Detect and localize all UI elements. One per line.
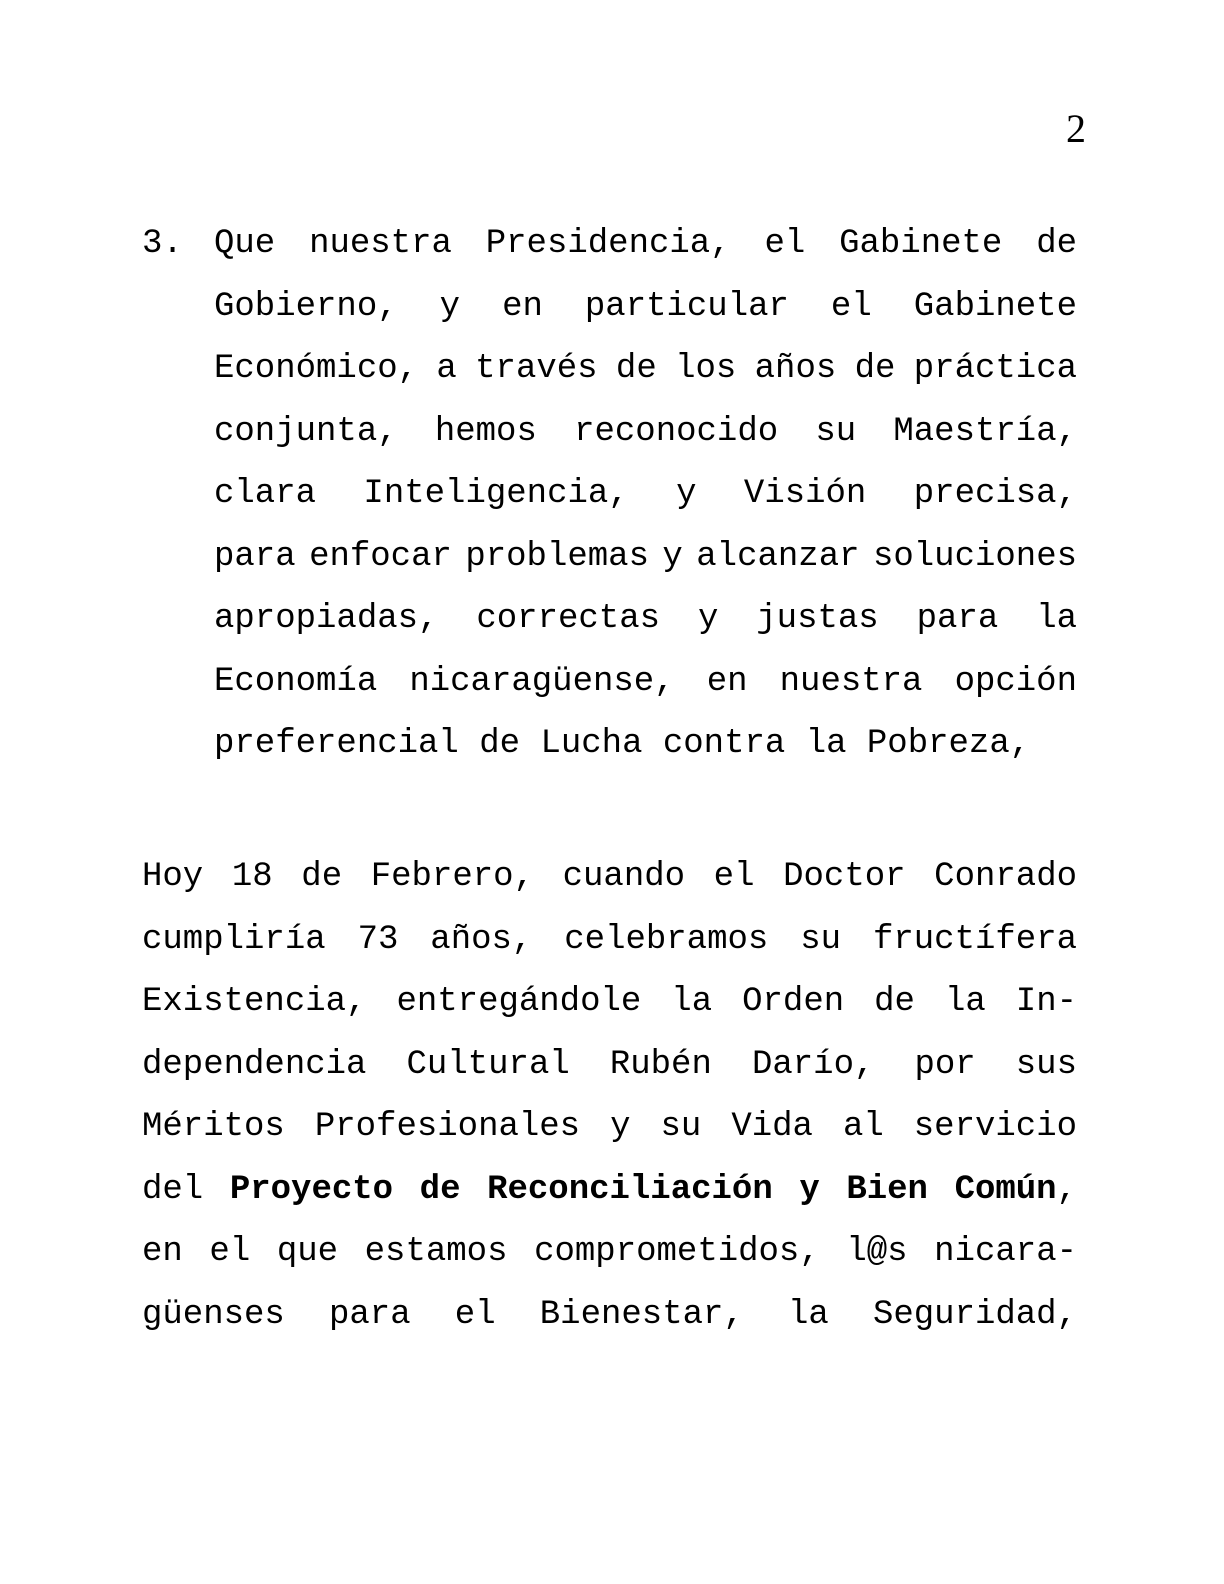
text-segment: conjunta, hemos reconocido su Maestría, — [214, 412, 1077, 451]
list-item-3-content — [214, 213, 1077, 776]
text-segment: Méritos Profesionales y su Vida al servicio — [142, 1108, 1077, 1146]
text-segment: en el que estamos comprometidos, l@s nicara- — [142, 1233, 1077, 1271]
text-line-content — [142, 1096, 1077, 1159]
text-segment: Gobierno, y en particular el Gabinete — [214, 287, 1077, 326]
text-line — [142, 1284, 1077, 1347]
paragraph-hoy-18 — [142, 846, 1077, 1346]
text-segment: , — [1056, 1170, 1077, 1209]
text-segment: del — [142, 1170, 230, 1209]
document-body — [142, 213, 1077, 1346]
text-line — [214, 588, 1077, 651]
list-item-3 — [142, 213, 1077, 776]
text-segment: Que nuestra Presidencia, el Gabinete de — [214, 225, 1077, 263]
text-line-content — [142, 971, 1077, 1034]
text-line — [214, 213, 1077, 276]
text-line — [214, 526, 1077, 589]
page-number: 2 — [1066, 106, 1086, 151]
text-line — [214, 338, 1077, 401]
text-line-content — [142, 846, 1077, 909]
text-segment: para enfocar problemas y alcanzar soluciones — [214, 537, 1077, 576]
text-line — [142, 1159, 1077, 1222]
text-line — [214, 463, 1077, 526]
text-line — [214, 276, 1077, 339]
text-line-content — [142, 1159, 1077, 1222]
text-line-content — [142, 909, 1077, 972]
text-line — [142, 1096, 1077, 1159]
text-line-content — [142, 1034, 1077, 1097]
text-line-content — [214, 401, 1077, 464]
text-line — [142, 1221, 1077, 1284]
text-segment: cumpliría 73 años, celebramos su fructífera — [142, 920, 1077, 959]
text-line — [214, 401, 1077, 464]
text-segment: Económico, a través de los años de práctica — [214, 350, 1077, 388]
text-line — [142, 909, 1077, 972]
text-segment: Economía nicaragüense, en nuestra opción — [214, 662, 1077, 701]
text-line-content — [214, 338, 1077, 401]
text-line-content — [214, 213, 1077, 276]
text-line — [214, 651, 1077, 714]
text-segment: clara Inteligencia, y Visión precisa, — [214, 475, 1077, 513]
text-line — [214, 713, 1077, 776]
text-line-content — [142, 1284, 1077, 1347]
text-segment: dependencia Cultural Rubén Darío, por sus — [142, 1045, 1077, 1084]
text-segment: güenses para el Bienestar, la Seguridad, — [142, 1295, 1077, 1334]
text-segment: apropiadas, correctas y justas para la — [214, 600, 1077, 638]
text-line — [142, 846, 1077, 909]
text-line — [142, 1034, 1077, 1097]
text-line-content — [214, 526, 1077, 589]
text-line — [142, 971, 1077, 1034]
bold-text-segment: Proyecto de Reconciliación y Bien Común — [229, 1170, 1057, 1209]
text-line-content — [214, 463, 1077, 526]
text-segment: Existencia, entregándole la Orden de la In- — [142, 983, 1077, 1021]
text-segment: Hoy 18 de Febrero, cuando el Doctor Conrado — [142, 858, 1077, 896]
list-item-3-marker: 3. — [142, 225, 183, 263]
text-line-content — [214, 588, 1077, 651]
text-segment: preferencial de Lucha contra la Pobreza, — [214, 725, 1031, 763]
text-line-content — [214, 651, 1077, 714]
text-line-content — [142, 1221, 1077, 1284]
text-line-content — [214, 276, 1077, 339]
text-line-content — [214, 713, 1030, 776]
